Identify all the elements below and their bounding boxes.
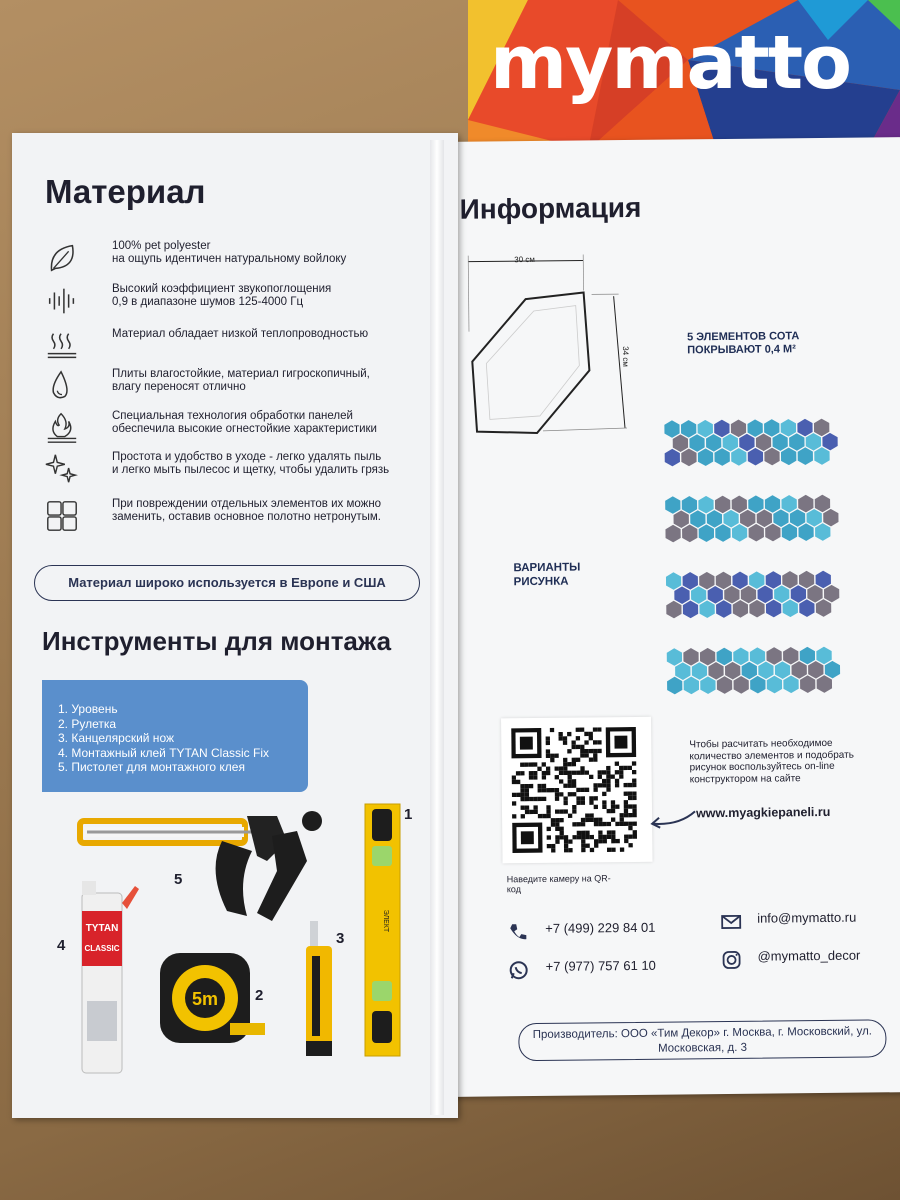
website-link[interactable]: www.myagkiepaneli.ru	[695, 804, 831, 821]
hex-tile	[816, 674, 833, 693]
feature-item	[42, 368, 442, 408]
hex-tile	[797, 447, 814, 466]
page-fold	[430, 140, 444, 1115]
hex-tile	[700, 676, 717, 695]
feature-text: Простота и удобство в уходе - легко удалять пыль и легко мыть пылесос и щетку, чтобы удалить грязь	[112, 451, 390, 476]
hex-tile	[782, 599, 799, 618]
tool-number: 5	[174, 871, 183, 888]
feature-text: Плиты влагостойкие, материал гигроскопичный, влагу переносят отлично	[112, 368, 370, 393]
hex-tile	[716, 675, 733, 694]
tools-title: Инструменты для монтажа	[42, 626, 392, 656]
camera-hint: Наведите камеру на QR-код	[506, 873, 611, 895]
hex-tile	[699, 600, 716, 619]
material-page	[12, 133, 458, 1118]
phone-whatsapp[interactable]: +7 (977) 757 61 10	[545, 957, 656, 974]
manufacturer-info: Производитель: ООО «Тим Декор» г. Москва, г. Московский, ул. Московская, д. 3	[518, 1019, 886, 1061]
feature-item	[42, 451, 442, 491]
hex-tile	[815, 598, 832, 617]
instagram-handle[interactable]: @mymatto_decor	[757, 947, 861, 964]
hex-tile	[697, 448, 714, 467]
leaf-icon	[42, 240, 82, 276]
hex-tile	[731, 523, 748, 542]
hex-tile	[814, 522, 831, 541]
feature-item	[42, 283, 442, 323]
feature-text: Высокий коэффициент звукопоглощения 0,9 в диапазоне шумов 125-4000 Гц	[112, 283, 332, 308]
hex-tile	[747, 447, 764, 466]
heat-icon	[42, 328, 82, 364]
arrow-icon	[649, 807, 697, 830]
hex-tile	[749, 599, 766, 618]
hex-tile	[732, 599, 749, 618]
tools-list	[42, 680, 308, 792]
hex-tile	[750, 675, 767, 694]
hex-tile	[681, 448, 698, 467]
hex-tile	[731, 447, 748, 466]
info-page	[437, 137, 900, 1097]
tool-number: 1	[404, 806, 413, 823]
tool-item: 4. Монтажный клей TYTAN Classic Fix	[58, 745, 270, 760]
feature-text: Материал обладает низкой теплопроводностью	[112, 328, 369, 340]
hex-tile	[683, 676, 700, 695]
feature-text: При повреждении отдельных элементов их можно заменить, оставив основное полотно нетронутым.	[112, 498, 382, 523]
hex-tile	[666, 676, 683, 695]
hex-tile	[715, 523, 732, 542]
feature-text: Специальная технология обработки панелей обеспечила высокие огнестойкие характеристики	[112, 410, 377, 435]
hex-tile	[664, 448, 681, 467]
level-brand: ЭЛЕКТ	[382, 909, 389, 933]
hex-tile	[748, 523, 765, 542]
tool-number: 3	[336, 930, 345, 947]
water-drop-icon	[42, 368, 82, 404]
feature-item	[42, 328, 442, 368]
tape-size: 5m	[191, 989, 219, 1009]
brand-logo: mymatto	[490, 20, 850, 106]
usage-note: Материал широко используется в Европе и США	[34, 565, 420, 601]
feature-item	[42, 240, 442, 280]
width-label: 30 см	[514, 254, 535, 265]
puzzle-icon	[42, 498, 82, 534]
hex-tile	[783, 675, 800, 694]
hex-tile	[814, 446, 831, 465]
spirit-level-image	[362, 801, 407, 1061]
tool-number: 4	[57, 937, 66, 954]
qr-code[interactable]	[501, 717, 653, 864]
hex-tile	[733, 675, 750, 694]
hex-tile	[798, 523, 815, 542]
tool-item: 3. Канцелярский нож	[58, 731, 175, 745]
qr-hint: Чтобы расчитать необходимое количество элементов и подобрать рисунок воспользуйтесь on-line конструктором на сайте	[689, 737, 854, 785]
feature-text: 100% pet polyester на ощупь идентичен натуральному войлоку	[112, 240, 347, 265]
qr-code-image	[511, 727, 642, 853]
feature-item	[42, 498, 442, 538]
sound-wave-icon	[42, 283, 82, 319]
whatsapp-icon	[508, 959, 530, 981]
hex-tile	[780, 447, 797, 466]
material-title: Материал	[45, 173, 206, 210]
hex-tile	[715, 599, 732, 618]
email[interactable]: info@mymatto.ru	[757, 909, 857, 926]
hex-tile	[681, 524, 698, 543]
hex-tile	[799, 599, 816, 618]
feature-item	[42, 410, 442, 450]
hex-tile	[714, 447, 731, 466]
hex-tile	[765, 523, 782, 542]
hex-tile	[698, 524, 715, 543]
mail-icon	[720, 911, 742, 933]
hex-tile	[799, 675, 816, 694]
hex-tile	[682, 600, 699, 619]
pattern-variants	[660, 409, 900, 711]
hex-tile	[765, 599, 782, 618]
phone-primary[interactable]: +7 (499) 229 84 01	[545, 919, 656, 936]
info-title: Информация	[459, 191, 642, 225]
fire-icon	[42, 410, 82, 446]
hex-coverage-note: 5 ЭЛЕМЕНТОВ СОТА ПОКРЫВАЮТ 0,4 М²	[686, 330, 800, 357]
tool-item: 5. Пистолет для монтажного клея	[58, 760, 245, 774]
height-label: 34 см	[620, 346, 631, 367]
sparkle-icon	[42, 451, 82, 487]
hexagon-diagram	[463, 250, 640, 442]
hex-tile	[781, 523, 798, 542]
variants-label: ВАРИАНТЫ РИСУНКА	[513, 561, 581, 589]
phone-icon	[507, 921, 529, 943]
hex-tile	[666, 600, 683, 619]
sealant-tube-image	[77, 881, 147, 1076]
tube-brand: TYTAN	[85, 923, 119, 934]
hex-tile	[766, 675, 783, 694]
hex-tile	[665, 524, 682, 543]
tool-number: 2	[255, 987, 264, 1004]
tube-product: CLASSIC	[84, 944, 120, 953]
instagram-icon	[720, 949, 742, 971]
tool-item: 2. Рулетка	[58, 716, 117, 731]
tool-item: 1. Уровень	[58, 702, 118, 716]
hex-tile	[764, 447, 781, 466]
